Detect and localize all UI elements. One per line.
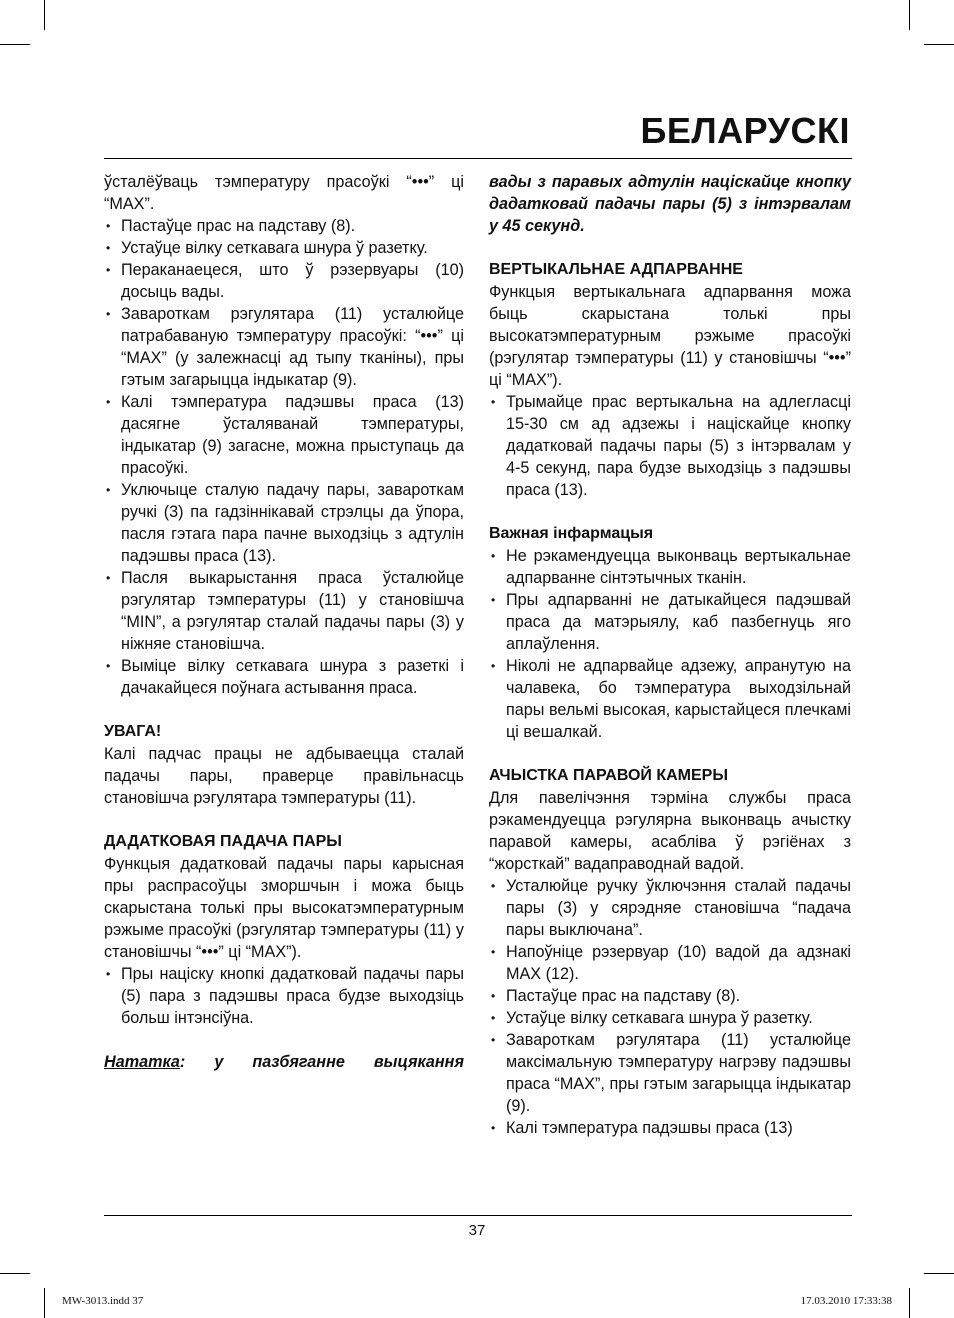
page-title: БЕЛАРУСКІ	[640, 110, 850, 151]
intro-text: ўсталёўваць тэмпературу прасоўкі “•••” ці “МАХ”.	[104, 173, 464, 213]
page-number: 37	[468, 1222, 486, 1239]
list-item: • Пры націску кнопкі дадатковай падачы пары (5) пара з падэшвы праса будзе выходзіць больш інтэнсіўна.	[104, 963, 464, 1029]
crop-mark	[44, 0, 45, 30]
list-item: • Устаўце вілку сеткавага шнура ў разетку.	[104, 237, 464, 259]
clean-text: Для павелічэння тэрміна службы праса рэкамендуецца рэгулярна выконваць ачыстку паравой камеры, асабліва ў рэгіёнах з “жорсткай” вадаправоднай вадой.	[489, 789, 851, 873]
vertical-list	[489, 391, 851, 501]
footer-datetime: 17.03.2010 17:33:38	[800, 1295, 892, 1307]
list-item: • Уключыце сталую падачу пары, завароткам ручкі (3) па гадзіннікавай стрэлцы да ўпора, пасля гэтага пара пачне выходзіць з адтулін падэшвы праса (13).	[104, 479, 464, 567]
crop-mark	[924, 44, 954, 45]
list-item: • Пастаўце прас на падставу (8).	[104, 215, 464, 237]
list-item: • Выміце вілку сеткавага шнура з разеткі і дачакайцеся поўнага астывання праса.	[104, 655, 464, 699]
boost-text: Функцыя дадатковай падачы пары карысная пры распрасоўцы зморшчын і можа быць скарыстана толькі пры высокатэмпературным рэжыме прасоўкі (рэгулятар тэмпературы (11) у становішчы “•••” ці “МАХ”).	[104, 855, 464, 961]
note-paragraph	[104, 1051, 464, 1073]
list-item: • Не рэкамендуецца выконваць вертыкальнае адпарванне сінтэтычных тканін.	[489, 545, 851, 589]
list-item: • Устаўце вілку сеткавага шнура ў разетку.	[489, 1007, 851, 1029]
steps-list	[104, 215, 464, 699]
boost-heading: ДАДАТКОВАЯ ПАДАЧА ПАРЫ	[104, 833, 342, 850]
note-label: Нататка	[104, 1053, 180, 1071]
crop-mark	[909, 0, 910, 30]
crop-mark	[909, 1288, 910, 1318]
list-item: • Пераканаецеся, што ў рэзервуары (10) досыць вады.	[104, 259, 464, 303]
crop-mark	[0, 44, 30, 45]
crop-mark	[924, 1273, 954, 1274]
clean-heading: АЧЫСТКА ПАРАВОЙ КАМЕРЫ	[489, 767, 729, 784]
left-column	[104, 171, 464, 1073]
list-item: • Трымайце прас вертыкальна на адлегласці 15-30 см ад адзежы і націскайце кнопку дадатковай падачы пары (5) з інтэрвалам у 4-5 секунд, пара будзе выходзіць з падэшвы праса (13).	[489, 391, 851, 501]
crop-mark	[0, 1273, 30, 1274]
list-item: • Пасля выкарыстання праса ўсталюйце рэгулятар тэмпературы (11) у становішча “MIN”, а рэгулятар сталай падачы пары (3) у ніжняе становішча.	[104, 567, 464, 655]
list-item: • Пры адпарванні не датыкайцеся падэшвай праса да матэрыялу, каб пазбегнуць яго аплаўлення.	[489, 589, 851, 655]
footer-rule	[104, 1215, 852, 1216]
note-continued: вады з паравых адтулін націскайце кнопку дадатковай падачы пары (5) з інтэрвалам у 45 секунд.	[489, 173, 851, 235]
important-list	[489, 545, 851, 743]
list-item: • Ніколі не адпарвайце адзежу, апранутую на чалавека, бо тэмпература выходзільнай пары вельмі высокая, карыстайцеся плечкамі ці вешалкай.	[489, 655, 851, 743]
right-column	[489, 171, 851, 1139]
list-item: • Напоўніце рэзервуар (10) вадой да адзнакі МАХ (12).	[489, 941, 851, 985]
footer-file: MW-3013.indd 37	[62, 1295, 144, 1307]
note-text: : у пазбяганне выцякання	[179, 1053, 464, 1071]
list-item: • Пастаўце прас на падставу (8).	[489, 985, 851, 1007]
list-item: • Завароткам рэгулятара (11) усталюйце максімальную тэмпературу нагрэву падэшвы праса “МАХ”, пры гэтым загарыцца індыкатар (9).	[489, 1029, 851, 1117]
vertical-heading: ВЕРТЫКАЛЬНАЕ АДПАРВАННЕ	[489, 261, 743, 278]
crop-mark	[44, 1288, 45, 1318]
warning-text: Калі падчас працы не адбываецца сталай падачы пары, праверце правільнасць становішча рэгулятара тэмпературы (11).	[104, 745, 464, 807]
header-rule	[104, 158, 852, 159]
boost-list	[104, 963, 464, 1029]
important-heading: Важная інфармацыя	[489, 525, 654, 542]
list-item: • Калі тэмпература падэшвы праса (13)	[489, 1117, 851, 1139]
list-item: • Калі тэмпература падэшвы праса (13) дасягне ўсталяванай тэмпературы, індыкатар (9) загасне, можна прыступаць да прасоўкі.	[104, 391, 464, 479]
list-item: • Усталюйце ручку ўключэння сталай падачы пары (3) у сярэдняе становішча “падача пары выключана”.	[489, 875, 851, 941]
clean-list	[489, 875, 851, 1139]
warning-heading: УВАГА!	[104, 723, 162, 740]
list-item: • Завароткам рэгулятара (11) усталюйце патрабаваную тэмпературу прасоўкі: “•••” ці “МАХ” (у залежнасці ад тыпу тканіны), пры гэтым загарыцца індыкатар (9).	[104, 303, 464, 391]
vertical-text: Функцыя вертыкальнага адпарвання можа быць скарыстана толькі пры высокатэмпературным рэжыме прасоўкі (рэгулятар тэмпературы (11) у становішчы “•••” ці “МАХ”).	[489, 283, 851, 389]
